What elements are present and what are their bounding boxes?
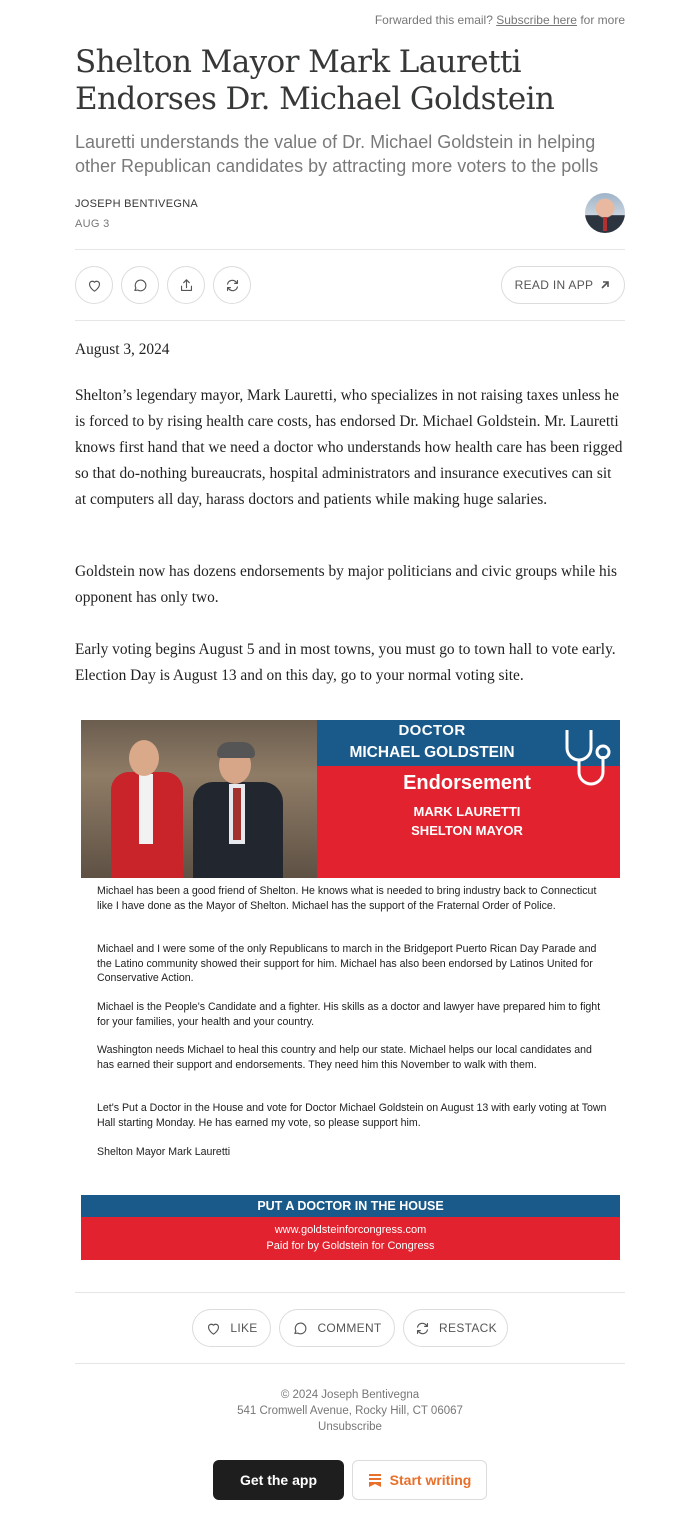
restack-icon — [224, 277, 241, 294]
post-title[interactable]: Shelton Mayor Mark Lauretti Endorses Dr. Michael Goldstein — [75, 44, 555, 117]
read-in-app-label: READ IN APP — [514, 278, 594, 292]
restack-icon — [414, 1320, 431, 1337]
read-in-app-button[interactable] — [501, 266, 625, 304]
date-line: August 3, 2024 — [75, 341, 170, 358]
author-avatar[interactable] — [585, 193, 625, 233]
endorsement-flyer-image[interactable] — [81, 720, 620, 1261]
stethoscope-icon — [559, 726, 617, 792]
paragraph-1: Shelton’s legendary mayor, Mark Lauretti, who specializes in not raising taxes unless he is forced to by rising health care costs, has endorsed Dr. Michael Goldstein. Mr. Lauretti knows first hand that we need a doctor who understands how health care has been rigged so that do-nothing bureaucrats, hospital administrators and insurance executives can sit at computers all day, harass doctors and patients while making huge salaries. — [75, 387, 623, 508]
like-button[interactable] — [192, 1309, 271, 1347]
author-name[interactable]: JOSEPH BENTIVEGNA — [75, 198, 199, 210]
divider — [75, 1292, 625, 1293]
paragraph-2: Goldstein now has dozens endorsements by major politicians and civic groups while his opponent has only two. — [75, 563, 617, 606]
flyer-endorsement: Endorsement — [403, 772, 531, 794]
arrow-up-right-icon — [599, 279, 611, 291]
unsubscribe-link[interactable]: Unsubscribe — [318, 1421, 382, 1433]
flyer-paragraph: Let's Put a Doctor in the House and vote for Doctor Michael Goldstein on August 13 with early voting at Town Hall starting Monday. He has earned my vote, so please support him. — [97, 1102, 607, 1129]
start-writing-label: Start writing — [389, 1472, 472, 1488]
comment-icon — [292, 1320, 309, 1337]
comment-button[interactable] — [279, 1309, 395, 1347]
comment-icon — [132, 277, 149, 294]
forwarded-notice — [375, 13, 625, 27]
forwarded-suffix: for more — [580, 13, 625, 27]
like-label: LIKE — [230, 1321, 258, 1335]
flyer-paid-for: Paid for by Goldstein for Congress — [266, 1240, 435, 1252]
flyer-banner: PUT A DOCTOR IN THE HOUSE — [81, 1195, 620, 1217]
flyer-paragraph: Washington needs Michael to heal this country and help our state. Michael helps our local candidates and has earned their support and endorsements. They need him this November to walk with them. — [97, 1044, 592, 1071]
divider — [75, 320, 625, 321]
flyer-doctor: DOCTOR — [398, 722, 466, 739]
flyer-endorser-title: SHELTON MAYOR — [411, 823, 523, 838]
paragraph-3: Early voting begins August 5 and in most towns, you must go to town hall to vote early. Election Day is August 13 and on this day, go to your normal voting site. — [75, 641, 616, 684]
comment-label: COMMENT — [317, 1321, 382, 1335]
footer-copyright: © 2024 Joseph Bentivegna — [280, 1389, 420, 1401]
comment-icon-button[interactable] — [121, 266, 159, 304]
flyer-url: www.goldsteinforcongress.com — [274, 1224, 427, 1236]
restack-icon-button[interactable] — [213, 266, 251, 304]
heart-icon — [86, 277, 103, 294]
forwarded-prefix: Forwarded this email? — [374, 13, 493, 27]
share-icon — [178, 277, 195, 294]
flyer-paragraph: Michael has been a good friend of Shelton. He knows what is needed to bring industry back to Connecticut like I have done as the Mayor of Shelton. Michael has the support of the Fraternal Order of Police. — [97, 885, 597, 912]
flyer-endorser: MARK LAURETTI — [413, 804, 521, 819]
endorsement-photo — [81, 720, 317, 878]
divider — [75, 249, 625, 250]
flyer-paragraph: Michael is the People's Candidate and a fighter. His skills as a doctor and lawyer have prepared him to fight for your families, your health and your country. — [97, 1001, 601, 1028]
get-the-app-button[interactable]: Get the app — [213, 1460, 344, 1500]
post-subtitle: Lauretti understands the value of Dr. Michael Goldstein in helping other Republican candidates by attracting more voters to the polls — [75, 132, 599, 176]
heart-icon — [205, 1320, 222, 1337]
restack-button[interactable] — [403, 1309, 508, 1347]
substack-logo-icon — [368, 1473, 382, 1487]
flyer-paragraph: Michael and I were some of the only Republicans to march in the Bridgeport Puerto Rican Day Parade and the Latino community showed their support for him. Michael has also been endorsed by Latinos United for Conservative Action. — [97, 943, 597, 984]
post-date: AUG 3 — [75, 218, 110, 230]
divider — [75, 1363, 625, 1364]
subscribe-link[interactable]: Subscribe here — [496, 13, 577, 27]
flyer-name: MICHAEL GOLDSTEIN — [349, 744, 515, 761]
share-icon-button[interactable] — [167, 266, 205, 304]
footer-address: 541 Cromwell Avenue, Rocky Hill, CT 06067 — [237, 1405, 463, 1417]
like-icon-button[interactable] — [75, 266, 113, 304]
restack-label: RESTACK — [439, 1321, 497, 1335]
flyer-signature: Shelton Mayor Mark Lauretti — [97, 1146, 231, 1158]
start-writing-button[interactable] — [352, 1460, 487, 1500]
